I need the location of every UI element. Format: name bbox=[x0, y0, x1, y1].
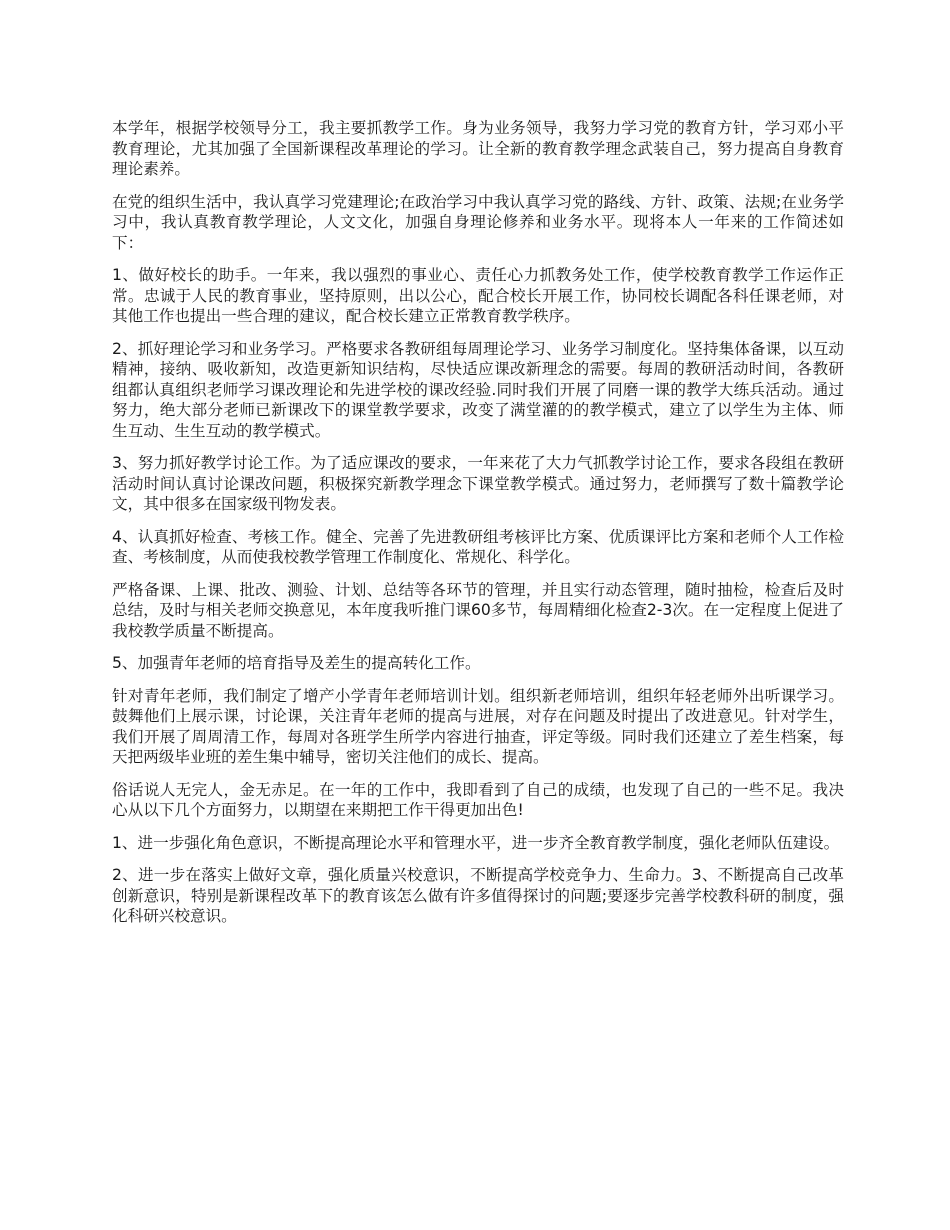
paragraph: 在党的组织生活中，我认真学习党建理论;在政治学习中我认真学习党的路线、方针、政策、法规;在业务学习中，我认真教育教学理论，人文文化，加强自身理论修养和业务水平。现将本人一年来的工作简述如下： bbox=[112, 192, 844, 252]
paragraph: 2、抓好理论学习和业务学习。严格要求各教研组每周理论学习、业务学习制度化。坚持集体备课，以互动精神，接纳、吸收新知，改造更新知识结构，尽快适应课改新理念的需要。每周的教研活动时间，各教研组都认真组织老师学习课改理论和先进学校的课改经验.同时我们开展了同磨一课的教学大练兵活动。通过努力，绝大部分老师已新课改下的课堂教学要求，改变了满堂灌的的教学模式，建立了以学生为主体、师生互动、生生互动的教学模式。 bbox=[112, 339, 844, 440]
paragraph: 俗话说人无完人，金无赤足。在一年的工作中，我即看到了自己的成绩，也发现了自己的一些不足。我决心从以下几个方面努力，以期望在来期把工作干得更加出色! bbox=[112, 780, 844, 819]
paragraph: 5、加强青年老师的培育指导及差生的提高转化工作。 bbox=[112, 654, 481, 672]
paragraph: 4、认真抓好检查、考核工作。健全、完善了先进教研组考核评比方案、优质课评比方案和老师个人工作检查、考核制度，从而使我校教学管理工作制度化、常规化、科学化。 bbox=[112, 527, 844, 566]
paragraph: 本学年，根据学校领导分工，我主要抓教学工作。身为业务领导，我努力学习党的教育方针，学习邓小平教育理论，尤其加强了全国新课程改革理论的学习。让全新的教育教学理念武装自己，努力提高自身教育理论素养。 bbox=[112, 119, 844, 178]
paragraph: 1、进一步强化角色意识，不断提高理论水平和管理水平，进一步齐全教育教学制度，强化老师队伍建设。 bbox=[112, 833, 840, 852]
paragraph: 2、进一步在落实上做好文章，强化质量兴校意识，不断提高学校竞争力、生命力。3、不断提高自己改革创新意识，特别是新课程改革下的教育该怎么做有许多值得探讨的问题;要逐步完善学校教科研的制度，强化科研兴校意识。 bbox=[112, 866, 844, 925]
paragraph: 3、努力抓好教学讨论工作。为了适应课改的要求，一年来花了大力气抓教学讨论工作，要求各段组在教研活动时间认真讨论课改问题，积极探究新教学理念下课堂教学模式。通过努力，老师撰写了数十篇教学论文，其中很多在国家级刊物发表。 bbox=[112, 454, 844, 513]
paragraph: 1、做好校长的助手。一年来，我以强烈的事业心、责任心力抓教务处工作，使学校教育教学工作运作正常。忠诚于人民的教育事业，坚持原则，出以公心，配合校长开展工作，协同校长调配各科任课老师，对其他工作也提出一些合理的建议，配合校长建立正常教育教学秩序。 bbox=[112, 266, 844, 325]
paragraph: 针对青年老师，我们制定了增产小学青年老师培训计划。组织新老师培训，组织年轻老师外出听课学习。鼓舞他们上展示课，讨论课，关注青年老师的提高与进展，对存在问题及时提出了改进意见。针对学生，我们开展了周周清工作，每周对各班学生所学内容进行抽查，评定等级。同时我们还建立了差生档案，每天把两级毕业班的差生集中辅导，密切关注他们的成长、提高。 bbox=[112, 686, 844, 766]
paragraph: 严格备课、上课、批改、测验、计划、总结等各环节的管理，并且实行动态管理，随时抽检，检查后及时总结，及时与相关老师交换意见，本年度我听推门课60多节，每周精细化检查2-3次。在一定程度上促进了我校教学质量不断提高。 bbox=[112, 580, 844, 640]
document-body bbox=[112, 118, 844, 939]
